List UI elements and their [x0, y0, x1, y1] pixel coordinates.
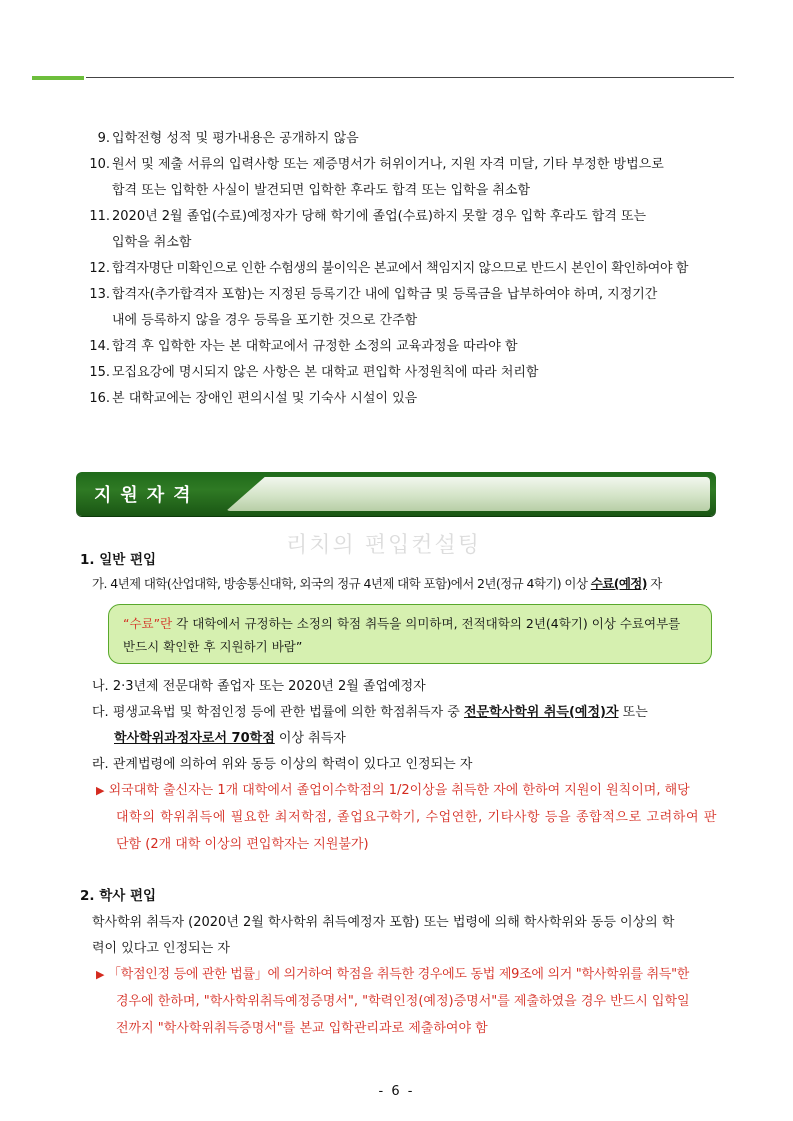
notes-list	[80, 126, 720, 412]
list-item	[80, 204, 720, 256]
bachelor-text: 력이 있다고 인정되는 자	[92, 941, 230, 956]
item-na: 나. 2·3년제 전문대학 졸업자 또는 2020년 2월 졸업예정자	[92, 679, 426, 694]
foreign-note-text: 외국대학 출신자는 1개 대학에서 졸업이수학점의 1/2이상을 취득한 자에 한하여 지원이 원칙이며, 해당	[108, 783, 690, 798]
item-text: 합격자명단 미확인으로 인한 수험생의 불이익은 본교에서 책임지지 않으므로 반드시 본인이 확인하여야 함	[112, 261, 689, 276]
list-item	[80, 256, 720, 282]
item-text: 입학을 취소함	[112, 235, 192, 250]
list-item	[80, 126, 720, 152]
bachelor-note-text: 「학점인정 등에 관한 법률」에 의거하여 학점을 취득한 경우에도 동법 제9조에 의거 "학사학위를 취득"한	[108, 967, 690, 982]
item-text: 2020년 2월 졸업(수료)예정자가 당해 학기에 졸업(수료)하지 못할 경우 입학 후라도 합격 또는	[112, 209, 647, 224]
item-ga-text: 가. 4년제 대학(산업대학, 방송통신대학, 외국의 정규 4년제 대학 포함)에서 2년(정규 4학기) 이상	[92, 576, 591, 591]
banner-title: 지원자격	[94, 485, 200, 506]
item-da-underline: 전문학사학위 취득(예정)자	[463, 705, 619, 720]
item-number: 14.	[89, 339, 110, 354]
notice-highlight: “수료”란	[123, 616, 173, 631]
list-item	[80, 360, 720, 386]
list-item	[80, 152, 720, 204]
item-ga-suffix: 자	[646, 576, 662, 591]
item-da-suffix: 또는	[618, 705, 648, 720]
item-text: 합격자(추가합격자 포함)는 지정된 등록기간 내에 입학금 및 등록금을 납부하여야 하며, 지정기간	[112, 287, 658, 302]
watermark: 리치의 편입컨설팅	[286, 533, 482, 558]
foreign-note: 단함 (2개 대학 이상의 편입학자는 지원불가)	[116, 837, 369, 852]
item-da	[92, 700, 648, 726]
item-da-suffix: 이상 취득자	[274, 731, 346, 746]
item-number: 11.	[89, 209, 110, 224]
arrow-icon: ▶	[96, 968, 105, 981]
item-number: 12.	[89, 261, 110, 276]
item-ra: 라. 관계법령에 의하여 위와 동등 이상의 학력이 있다고 인정되는 자	[92, 757, 473, 772]
item-text: 원서 및 제출 서류의 입력사항 또는 제증명서가 허위이거나, 지원 자격 미달, 기타 부정한 방법으로	[112, 157, 664, 172]
header-rule	[86, 77, 734, 78]
item-da-text: 다. 평생교육법 및 학점인정 등에 관한 법률에 의한 학점취득자 중	[92, 705, 464, 720]
item-number: 15.	[89, 365, 110, 380]
item-number: 13.	[89, 287, 110, 302]
item-text: 모집요강에 명시되지 않은 사항은 본 대학교 편입학 사정원칙에 따라 처리함	[112, 365, 539, 380]
item-ga	[92, 571, 662, 597]
item-number: 16.	[89, 391, 110, 406]
list-item	[80, 282, 720, 334]
item-text: 내에 등록하지 않을 경우 등록을 포기한 것으로 간주함	[112, 313, 418, 328]
notice-box	[108, 604, 712, 664]
list-item	[80, 334, 720, 360]
bachelor-note: 전까지 "학사학위취득증명서"를 본교 입학관리과로 제출하여야 함	[116, 1021, 488, 1036]
foreign-note: 대학의 학위취득에 필요한 최저학점, 졸업요구학기, 수업연한, 기타사항 등을 종합적으로 고려하여 판	[116, 810, 717, 825]
arrow-icon: ▶	[96, 784, 105, 797]
bachelor-text: 학사학위 취득자 (2020년 2월 학사학위 취득예정자 포함) 또는 법령에 의해 학사학위와 동등 이상의 학	[92, 915, 675, 930]
foreign-note	[96, 778, 690, 804]
item-text: 입학전형 성적 및 평가내용은 공개하지 않음	[112, 131, 359, 146]
item-da-cont	[114, 726, 346, 752]
bachelor-note	[96, 962, 689, 988]
section-banner	[76, 472, 716, 516]
item-ga-underline: 수료(예정)	[590, 576, 647, 591]
item-da-underline: 학사학위과정자로서 70학점	[114, 731, 275, 746]
item-text: 본 대학교에는 장애인 편의시설 및 기숙사 시설이 있음	[112, 391, 418, 406]
notice-text: 각 대학에서 규정하는 소정의 학점 취득을 의미하며, 전적대학의 2년(4학기) 이상 수료여부를	[172, 616, 681, 631]
item-number: 9.	[97, 131, 110, 146]
item-text: 합격 또는 입학한 사실이 발견되면 입학한 후라도 합격 또는 입학을 취소함	[112, 183, 531, 198]
page-number: - 6 -	[378, 1084, 415, 1099]
header-accent-bar	[32, 76, 84, 80]
bachelor-note: 경우에 한하며, "학사학위취득예정증명서", "학력인정(예정)증명서"를 제출하였을 경우 반드시 입학일	[116, 994, 690, 1009]
list-item	[80, 386, 720, 412]
section-title-bachelor: 2. 학사 편입	[80, 888, 157, 904]
notice-text: 반드시 확인한 후 지원하기 바람”	[123, 639, 303, 654]
section-title-general: 1. 일반 편입	[80, 552, 157, 568]
item-text: 합격 후 입학한 자는 본 대학교에서 규정한 소정의 교육과정을 따라야 함	[112, 339, 518, 354]
item-number: 10.	[89, 157, 110, 172]
